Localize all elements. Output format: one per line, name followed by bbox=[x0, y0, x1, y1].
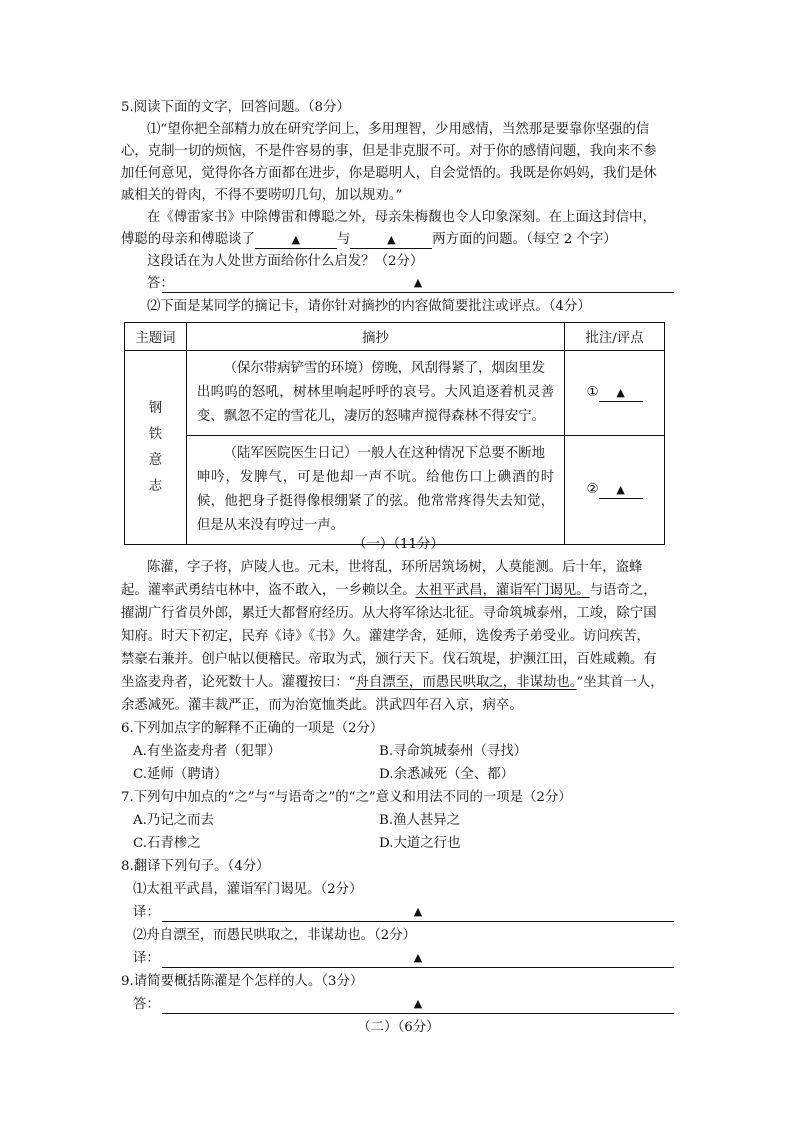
q5-card-instruction: ⑵下面是某同学的摘记卡，请你针对摘抄的内容做简要批注或评点。（4分） bbox=[147, 299, 591, 314]
answer-marker-icon: ▲ bbox=[413, 905, 423, 918]
topic-char: 铁 bbox=[148, 426, 163, 442]
q8-sentence-2: ⑵舟自漂至，而愚民哄取之，非谋劫也。（2分） bbox=[133, 928, 417, 943]
note-1-label: ① bbox=[586, 385, 599, 400]
note-cell-1[interactable] bbox=[565, 351, 665, 436]
q6-option-c-text: C.延师（聘请） bbox=[133, 767, 228, 782]
q5-letter-line-1: ⑴“望你把全部精力放在研究学问上，多用理智，少用感情，当然那是要靠你坚强的信 bbox=[147, 122, 650, 137]
q5-stem: 5.阅读下面的文字，回答问题。（8分） bbox=[121, 100, 350, 115]
section-1-title: （一）（11分） bbox=[353, 537, 444, 552]
note-cell-2[interactable] bbox=[565, 436, 665, 545]
q5-letter-line-3: 加任何意见，觉得你各方面都在进步，你是聪明人，自会觉悟的。我既是你妈妈，我们是休 bbox=[121, 166, 657, 181]
passage-line-4: 知府。时天下初定，民弃《诗》《书》久。灌建学舍，延师，选俊秀子弟受业。访问疾苦， bbox=[121, 629, 650, 644]
passage-line-6-a: 坐盗麦舟者，论死数十人。灌覆按曰：“ bbox=[121, 675, 356, 690]
q8-stem: 8.翻译下列句子。（4分） bbox=[121, 859, 270, 874]
table-header-excerpt: 摘抄 bbox=[186, 323, 564, 351]
table-header-row bbox=[125, 323, 665, 351]
answer-marker-icon: ▲ bbox=[413, 951, 423, 964]
answer-marker-icon: ▲ bbox=[387, 233, 396, 246]
q5-inspiration-question: 这段话在为人处世方面给你什么启发？（2分） bbox=[147, 254, 424, 269]
excerpt-cell-1 bbox=[186, 351, 564, 436]
passage-line-5: 禁豪右兼并。创户帖以便稽民。帝取为式，颁行天下。伐石筑堤，护濒江田，百姓咸赖。有 bbox=[121, 652, 657, 667]
table-row bbox=[125, 351, 665, 436]
passage-line-6 bbox=[121, 672, 676, 694]
excerpt-1-rest: 出呜呜的怒吼，树林里响起呼呼的哀号。大风追逐着机灵善变、飘忽不定的雪花儿，凄厉的怒啸声搅得森林不得安宁。 bbox=[196, 385, 555, 424]
q5-fill-mid: 与 bbox=[336, 232, 351, 247]
q8-sentence-1: ⑴太祖平武昌，灌诣军门谒见。（2分） bbox=[133, 882, 363, 897]
q8-answer-line-2[interactable] bbox=[162, 950, 674, 968]
q9-stem: 9.请简要概括陈灌是个怎样的人。（3分） bbox=[121, 974, 364, 989]
q5-blank-1[interactable] bbox=[255, 231, 337, 249]
excerpt-2-rest: 呻吟，发脾气，可是他却一声不吭。给他伤口上碘酒的时候，他把身子挺得像根绷紧了的弦。他常常疼得失去知觉，但是从来没有哼过一声。 bbox=[196, 470, 555, 533]
topic-char: 钢 bbox=[148, 400, 163, 416]
q6-option-b-text: B.寻命筑城泰州（寻找） bbox=[379, 744, 528, 759]
q9-answer-line[interactable] bbox=[162, 996, 674, 1014]
q5-answer-label: 答： bbox=[147, 276, 174, 291]
note-1-blank[interactable] bbox=[599, 384, 643, 402]
q7-option-d[interactable] bbox=[379, 833, 669, 855]
q5-fill-prefix: 傅聪的母亲和傅聪谈了 bbox=[121, 232, 255, 247]
passage-underlined-sentence-2: 舟自漂至，而愚民哄取之，非谋劫也。 bbox=[355, 675, 577, 690]
table-header-note: 批注/评点 bbox=[565, 323, 665, 351]
q5-blank-2[interactable] bbox=[350, 231, 432, 249]
q5-fill-suffix: 两方面的问题。（每空 2 个字） bbox=[432, 232, 617, 247]
q6-option-d-text: D.余悉减死（全、都） bbox=[379, 767, 515, 782]
topic-char: 志 bbox=[148, 478, 163, 494]
q6-option-a-text: A.有坐盗麦舟者（犯罪） bbox=[133, 744, 281, 759]
note-2-label: ② bbox=[586, 482, 599, 497]
topic-char: 意 bbox=[148, 452, 163, 468]
q5-letter-line-4: 戚相关的骨肉，不得不要唠叨几句，加以规劝。” bbox=[121, 188, 403, 203]
q7-option-d-text: D.大道之行也 bbox=[379, 836, 461, 851]
answer-marker-icon: ▲ bbox=[413, 997, 423, 1010]
q6-stem: 6.下列加点字的解释不正确的一项是（2分） bbox=[121, 721, 384, 736]
q7-option-b-text: B.渔人甚异之 bbox=[379, 813, 461, 828]
answer-marker-icon: ▲ bbox=[616, 386, 625, 399]
passage-line-6-b: ”坐其首一人， bbox=[576, 675, 664, 690]
q5-context-line-1: 在《傅雷家书》中除傅雷和傅聪之外，母亲朱梅馥也令人印象深刻。在上面这封信中， bbox=[147, 210, 656, 225]
q7-stem: 7.下列句中加点的“之”与“与语奇之”的“之”意义和用法不同的一项是（2分） bbox=[121, 790, 572, 805]
note-2-blank[interactable] bbox=[599, 481, 643, 499]
q5-fill-line bbox=[121, 229, 676, 251]
q6-option-d[interactable] bbox=[379, 764, 669, 786]
passage-line-2 bbox=[121, 580, 676, 602]
section-2-title: （二）（6分） bbox=[357, 1020, 440, 1035]
table-header-topic: 主题词 bbox=[125, 323, 187, 351]
q7-option-a-text: A.乃记之而去 bbox=[133, 813, 214, 828]
q6-option-b[interactable] bbox=[379, 741, 669, 763]
q8-answer-line-1[interactable] bbox=[162, 904, 674, 922]
excerpt-card-table bbox=[124, 322, 665, 545]
passage-line-1: 陈灌，字子将，庐陵人也。元末，世将乱，环所居筑场树，人莫能测。后十年，盗蜂 bbox=[147, 560, 643, 575]
passage-line-3: 擢湖广行省员外郎，累迁大都督府经历。从大将军徐达北征。寻命筑城泰州，工竣，除宁国 bbox=[121, 606, 657, 621]
excerpt-1-first: （保尔带病铲雪的环境）傍晚，风刮得紧了，烟囱里发 bbox=[223, 361, 546, 376]
table-row bbox=[125, 436, 665, 545]
q7-option-b[interactable] bbox=[379, 810, 669, 832]
passage-line-2-a: 起。灌率武勇结屯林中，盗不敢入，一乡赖以全。 bbox=[121, 583, 416, 598]
q7-option-c-text: C.石青椮之 bbox=[133, 836, 201, 851]
excerpt-cell-2 bbox=[186, 436, 564, 545]
q5-letter-line-2: 心，克制一切的烦恼，不是件容易的事，但是非克服不可。对于你的感情问题，我向来不参 bbox=[121, 144, 657, 159]
answer-marker-icon: ▲ bbox=[616, 483, 625, 496]
passage-line-7: 余悉减死。灌丰裁严正，而为治宽恤类此。洪武四年召入京，病卒。 bbox=[121, 698, 523, 713]
answer-marker-icon: ▲ bbox=[413, 276, 423, 289]
answer-marker-icon: ▲ bbox=[291, 233, 301, 246]
topic-word-cell bbox=[125, 351, 187, 545]
q8-trans-label-1: 译： bbox=[133, 905, 160, 920]
q5-answer-line[interactable] bbox=[162, 275, 674, 293]
q8-trans-label-2: 译： bbox=[133, 951, 160, 966]
q9-answer-label: 答： bbox=[133, 997, 160, 1012]
excerpt-2-first: （陆军医院医生日记）一般人在这种情况下总要不断地 bbox=[223, 446, 546, 461]
passage-line-2-b: 与语奇之， bbox=[589, 583, 657, 598]
passage-underlined-sentence-1: 太祖平武昌，灌诣军门谒见。 bbox=[415, 583, 590, 598]
